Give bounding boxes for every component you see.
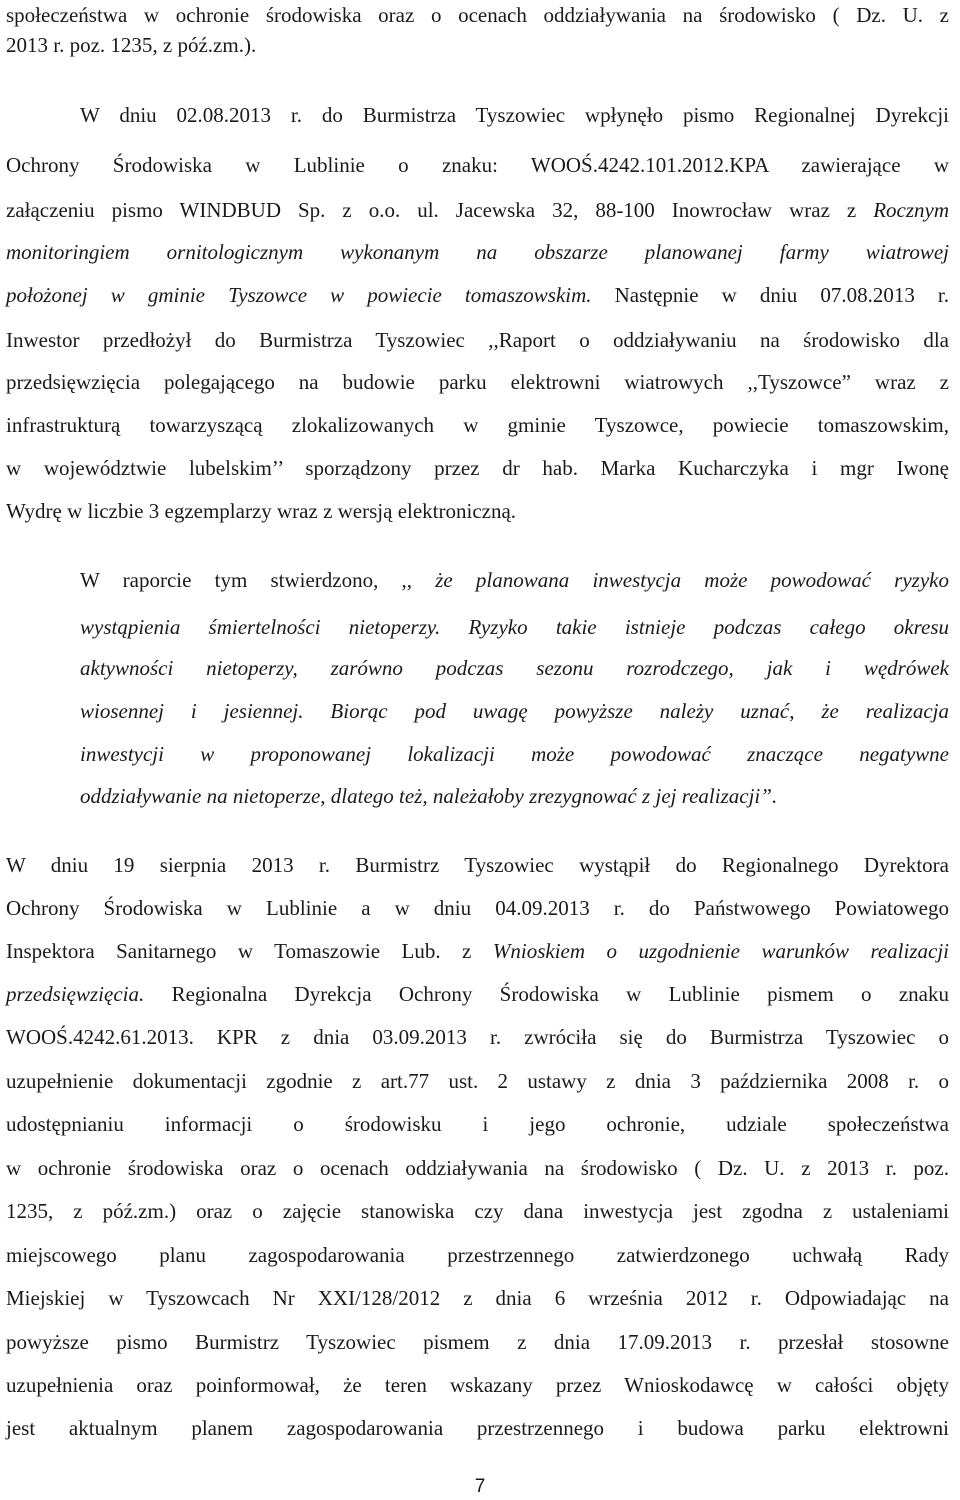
page-number: 7 xyxy=(474,1476,486,1497)
text-segment: W dniu 02.08.2013 r. do Burmistrza Tyszowiec wpłynęło pismo Regionalnej Dyrekcji xyxy=(80,103,949,127)
text-segment: Wydrę w liczbie 3 egzemplarzy wraz z wersją elektroniczną. xyxy=(6,499,517,523)
text-line xyxy=(6,1240,949,1270)
text-line xyxy=(6,1066,949,1096)
text-segment: Ochrony Środowiska w Lublinie o znaku: WOOŚ.4242.101.2012.KPA zawierające w xyxy=(6,153,949,177)
text-segment: infrastrukturą towarzyszącą zlokalizowanych w gminie Tyszowce, powiecie tomaszowskim, xyxy=(6,413,949,437)
text-line xyxy=(80,696,949,726)
text-line xyxy=(6,1109,949,1139)
text-segment: społeczeństwa w ochronie środowiska oraz o ocenach oddziaływania na środowisko ( Dz. U. z xyxy=(6,3,949,27)
text-segment: załączeniu pismo WINDBUD Sp. z o.o. ul. Jacewska 32, 88-100 Inowrocław wraz z xyxy=(6,198,874,222)
text-line xyxy=(6,1153,949,1183)
text-segment: uzupełnienia oraz poinformował, że teren wskazany przez Wnioskodawcę w całości objęty xyxy=(6,1373,949,1397)
text-segment: Miejskiej w Tyszowcach Nr XXI/128/2012 z dnia 6 września 2012 r. Odpowiadając na xyxy=(6,1286,949,1310)
italic-text: wystąpienia śmiertelności nietoperzy. Ryzyko takie istnieje podczas całego okresu xyxy=(80,615,949,639)
text-line xyxy=(80,739,949,769)
text-segment: 2013 r. poz. 1235, z póź.zm.). xyxy=(6,33,257,57)
text-line xyxy=(6,850,949,880)
text-line xyxy=(6,1022,949,1052)
text-segment: jest aktualnym planem zagospodarowania przestrzennego i budowa parku elektrowni xyxy=(6,1416,949,1440)
text-line xyxy=(6,367,949,397)
text-line xyxy=(6,496,949,526)
text-line xyxy=(80,653,949,683)
italic-text: Wnioskiem o uzgodnienie warunków realizacji xyxy=(492,939,949,963)
text-segment: Inspektora Sanitarnego w Tomaszowie Lub. z xyxy=(6,939,493,963)
text-segment: WOOŚ.4242.61.2013. KPR z dnia 03.09.2013 r. zwróciła się do Burmistrza Tyszowiec o xyxy=(6,1025,949,1049)
italic-text: położonej w gminie Tyszowce w powiecie tomaszowskim. xyxy=(6,283,592,307)
text-line xyxy=(80,565,949,595)
italic-text: wiosennej i jesiennej. Biorąc pod uwagę powyższe należy uznać, że realizacja xyxy=(80,699,949,723)
text-segment: miejscowego planu zagospodarowania przestrzennego zatwierdzonego uchwałą Rady xyxy=(6,1243,949,1267)
text-line xyxy=(6,1413,949,1443)
text-line xyxy=(6,893,949,923)
text-line xyxy=(6,150,949,180)
text-segment: Regionalna Dyrekcja Ochrony Środowiska w Lublinie pismem o znaku xyxy=(144,982,949,1006)
text-line xyxy=(6,30,949,60)
text-segment: Następnie w dniu 07.08.2013 r. xyxy=(591,283,949,307)
text-segment: 1235, z póź.zm.) oraz o zajęcie stanowiska czy dana inwestycja jest zgodna z ustaleniami xyxy=(6,1199,949,1223)
italic-text: oddziaływanie na nietoperze, dlatego też, należałoby zrezygnować z jej realizacji”. xyxy=(80,784,778,808)
text-line xyxy=(6,1283,949,1313)
text-segment: udostępnianiu informacji o środowisku i jego ochronie, udziale społeczeństwa xyxy=(6,1112,949,1136)
text-segment: Inwestor przedłożył do Burmistrza Tyszowiec ,,Raport o oddziaływaniu na środowisko dla xyxy=(6,328,949,352)
italic-text: że planowana inwestycja może powodować ryzyko xyxy=(435,568,949,592)
text-line xyxy=(6,410,949,440)
text-line xyxy=(6,453,949,483)
italic-text: aktywności nietoperzy, zarówno podczas sezonu rozrodczego, jak i wędrówek xyxy=(80,656,949,680)
text-segment: powyższe pismo Burmistrz Tyszowiec pismem z dnia 17.09.2013 r. przesłał stosowne xyxy=(6,1330,949,1354)
text-line xyxy=(6,936,949,966)
italic-text: monitoringiem ornitologicznym wykonanym na obszarze planowanej farmy wiatrowej xyxy=(6,240,949,264)
text-line xyxy=(6,1327,949,1357)
italic-text: Rocznym xyxy=(873,198,949,222)
text-line xyxy=(6,1370,949,1400)
text-line xyxy=(6,1196,949,1226)
text-line xyxy=(80,100,949,130)
text-line xyxy=(6,325,949,355)
text-line xyxy=(6,280,949,310)
text-segment: w województwie lubelskim’’ sporządzony przez dr hab. Marka Kucharczyka i mgr Iwonę xyxy=(6,456,949,480)
text-line xyxy=(6,195,949,225)
text-segment: Ochrony Środowiska w Lublinie a w dniu 04.09.2013 r. do Państwowego Powiatowego xyxy=(6,896,949,920)
text-line xyxy=(80,612,949,642)
text-segment: W dniu 19 sierpnia 2013 r. Burmistrz Tyszowiec wystąpił do Regionalnego Dyrektora xyxy=(6,853,949,877)
text-segment: uzupełnienie dokumentacji zgodnie z art.77 ust. 2 ustawy z dnia 3 października 2008 r. o xyxy=(6,1069,949,1093)
text-line xyxy=(6,237,949,267)
text-segment: przedsięwzięcia polegającego na budowie parku elektrowni wiatrowych ,,Tyszowce” wraz z xyxy=(6,370,949,394)
text-segment: W raporcie tym stwierdzono, ,, xyxy=(80,568,436,592)
text-line xyxy=(6,0,949,30)
text-line xyxy=(6,979,949,1009)
italic-text: inwestycji w proponowanej lokalizacji może powodować znaczące negatywne xyxy=(80,742,949,766)
text-segment: w ochronie środowiska oraz o ocenach oddziaływania na środowisko ( Dz. U. z 2013 r. poz. xyxy=(6,1156,949,1180)
text-line xyxy=(80,781,949,811)
italic-text: przedsięwzięcia. xyxy=(6,982,145,1006)
